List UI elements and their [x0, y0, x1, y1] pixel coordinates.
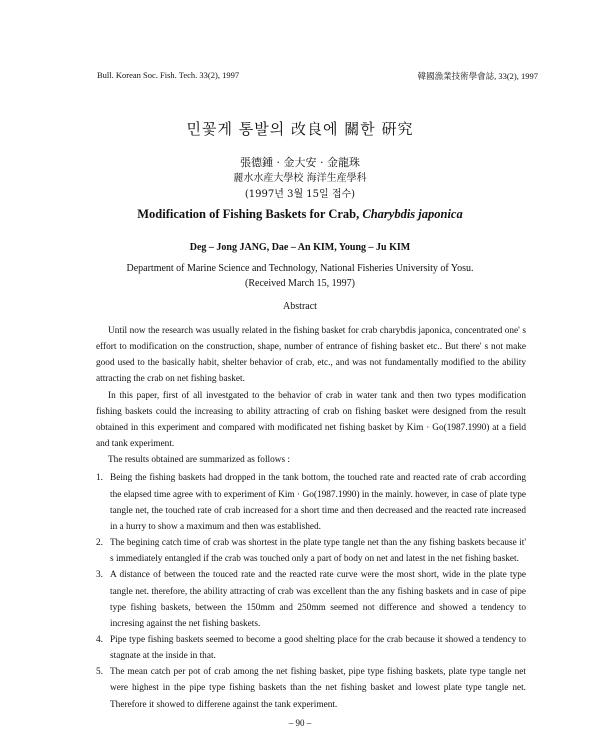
title-korean: 민꽃게 통발의 改良에 關한 硏究	[186, 120, 414, 138]
list-item-text: Pipe type fishing baskets seemed to become a good shelting place for the crab because it showed a tendency to stagnate at the inside in that.	[110, 634, 526, 662]
list-item	[96, 664, 526, 712]
authors-english: Deg – Jong JANG, Dae – An KIM, Young – Ju KIM	[189, 242, 411, 253]
title-english	[0, 207, 600, 222]
list-item	[96, 567, 526, 632]
affiliation-korean: 麗水水産大學校 海洋生産學科	[233, 173, 367, 184]
abstract-paragraph: Until now the research was usually related in the fishing basket for crab charybdis japonica, concentrated one' s effort to modification on the construction, shape, number of entrance of fishing basket etc.. But there' s not make good used to the basically habit, shelter behavior of crab, etc., and was not fundamentally modified to the ability attracting the crab on net fishing basket.	[96, 326, 526, 385]
list-item-text: The begining catch time of crab was shortest in the plate type tangle net than the any fishing baskets because it' s immediately entangled if the crab was touched only a part of body on net and latest in the net fishing basket.	[110, 538, 526, 565]
abstract-body	[96, 323, 526, 713]
english-affiliation-block	[0, 261, 600, 291]
list-item-number: 5.	[96, 667, 103, 678]
list-item-number: 2.	[96, 538, 103, 549]
abstract-paragraph: In this paper, first of all investgated to the behavior of crab in water tank and then two types modification fishing baskets could the increasing to ability attracting of crab on fishing basket were designed from the result obtained in this experiment and compared with modificated net fishing basket by Kim · Go(1987.1990) at a field and tank experiment.	[96, 390, 526, 450]
list-item-number: 4.	[96, 634, 103, 645]
korean-byline	[0, 155, 600, 203]
list-item	[96, 535, 526, 567]
authors-korean: 張德鍾 · 金大安 · 金龍珠	[240, 156, 360, 169]
list-item-number: 1.	[96, 473, 103, 484]
list-item-text: A distance of between the touced rate and the reacted rate curve were the most short, wide in the plate type tangle net. therefore, the ability attracting of crab was excellent than the any fishing baskets and in case of pipe type fishing baskets, between the 150mm and 250mm seemed not difference and showed a tendency to incresing against the net fishing baskets.	[110, 570, 526, 629]
running-header-left: Bull. Korean Soc. Fish. Tech. 33(2), 1997	[97, 70, 240, 80]
list-item	[96, 470, 526, 535]
list-item-text: The mean catch per pot of crab among the net fishing basket, pipe type fishing baskets, plate type tangle net were highest in the pipe type fishing baskets than the net fishing basket and lowest plate type tangle net. Therefore it showed to differene against the tank experiment.	[110, 667, 526, 710]
received-english: (Received March 15, 1997)	[245, 278, 355, 289]
abstract-heading: Abstract	[283, 301, 317, 312]
results-lead: The results obtained are summarized as follows :	[108, 455, 291, 466]
list-item-number: 3.	[96, 570, 103, 581]
title-english-species: Charybdis japonica	[362, 207, 463, 221]
running-header-right: 韓國漁業技術學會誌, 33(2), 1997	[417, 71, 538, 81]
page-number: – 90 –	[288, 718, 312, 728]
list-item-text: Being the fishing baskets had dropped in the tank bottom, the touched rate and reacted rate of crab according the elapsed time agree with to experiment of Kim · Go(1987.1990) in the mainly. however, in case of plate type tangle net, the touched rate of crab increased for a short time and then decreased and the reacted rate increased in a hurry to show a maximum and then was established.	[110, 473, 526, 532]
received-korean: (1997년 3월 15일 접수)	[244, 189, 356, 200]
list-item	[96, 632, 526, 664]
title-english-main: Modification of Fishing Baskets for Crab,	[137, 207, 363, 221]
results-list	[96, 470, 526, 712]
affiliation-english: Department of Marine Science and Technology, National Fisheries University of Yosu.	[126, 263, 474, 274]
